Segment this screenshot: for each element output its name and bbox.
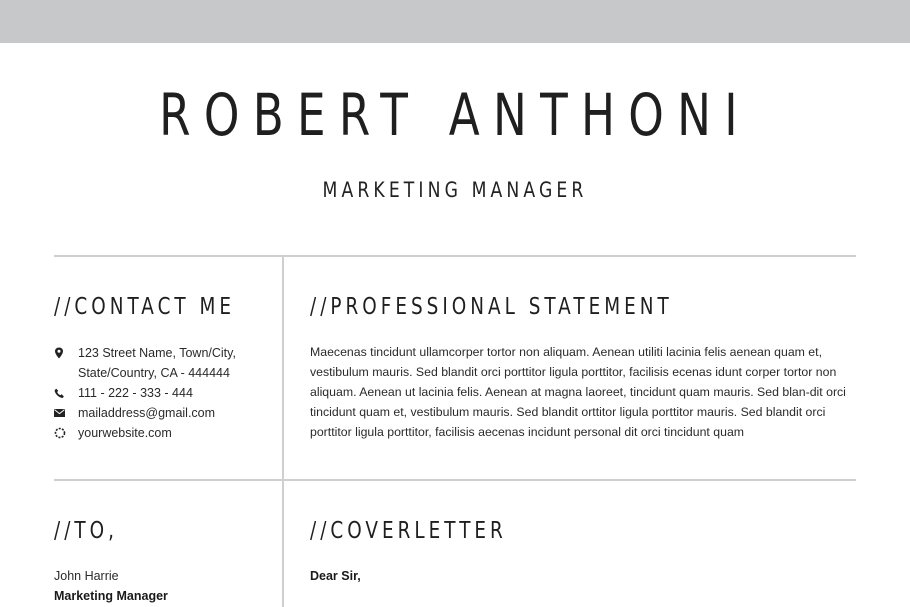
address-line-2: State/Country, CA - 444444 xyxy=(78,366,230,380)
globe-icon xyxy=(54,423,78,443)
address-line-1: 123 Street Name, Town/City, xyxy=(78,346,236,360)
job-title: MARKETING MANAGER xyxy=(322,178,588,202)
letter-salutation: Dear Sir, xyxy=(310,569,361,583)
email-address: mailaddress@gmail.com xyxy=(78,406,216,420)
contact-heading: //CONTACT ME xyxy=(54,294,236,320)
contact-phone xyxy=(54,383,274,403)
top-banner xyxy=(0,0,910,43)
location-pin-icon xyxy=(54,343,78,363)
statement-text: Maecenas tincidunt ullamcorper tortor non aliquam. Aenean utiliti lacinia felis aenean quam et, vestibulum mauris. Sed blandit orci porttitor ligula porttitor, facilisis ecenas idunt corper tortor non aliquam. Aenean ut lacinia felis. Aenean at magna laoreet, tincidunt quam mauris. Sed blan-dit orci tincidunt quam et, vestibulum mauris. Sed blandit orttitor ligula porttitor mauris. Sed blandit orci porttitor ligula porttitor, facilisis aecenas incidunt personal dit orci tincidunt quam xyxy=(310,345,846,439)
to-heading: //TO, xyxy=(54,518,118,544)
resume-name: ROBERT ANTHONI xyxy=(159,81,751,149)
column-divider xyxy=(282,257,284,607)
contact-list xyxy=(54,343,274,443)
coverletter-heading: //COVERLETTER xyxy=(310,518,507,544)
contact-address xyxy=(54,343,274,383)
recipient-name: John Harrie xyxy=(54,569,119,583)
website-url: yourwebsite.com xyxy=(78,426,172,440)
phone-icon xyxy=(54,383,78,403)
contact-website xyxy=(54,423,274,443)
statement-heading: //PROFESSIONAL STATEMENT xyxy=(310,294,673,320)
contact-email xyxy=(54,403,274,423)
phone-number: 111 - 222 - 333 - 444 xyxy=(78,386,193,400)
divider-middle xyxy=(54,479,856,481)
divider-top xyxy=(54,255,856,257)
envelope-icon xyxy=(54,403,78,423)
recipient-role: Marketing Manager xyxy=(54,589,168,603)
